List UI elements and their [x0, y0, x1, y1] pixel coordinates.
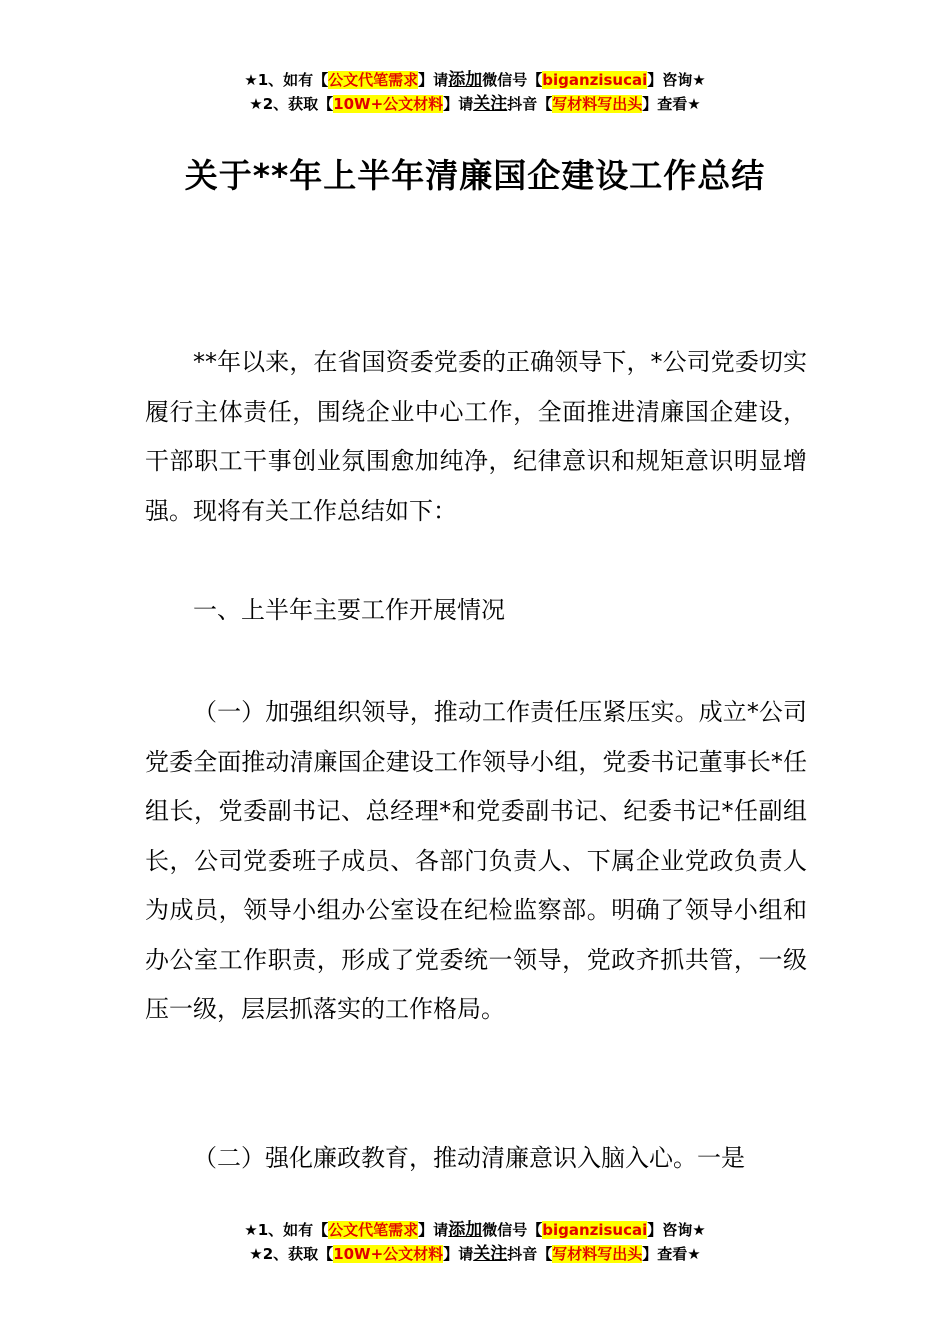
- banner-text: 微信号【: [482, 71, 543, 89]
- heading-text: 一、上半年主要工作开展情况: [193, 596, 505, 624]
- section-heading: [145, 586, 807, 636]
- highlight-douyin: 写材料写出头: [552, 95, 643, 113]
- banner-text: 抖音【: [507, 95, 553, 113]
- body-paragraph-1: [145, 688, 807, 1035]
- intro-paragraph: [145, 338, 807, 536]
- highlight-douyin: 写材料写出头: [552, 1245, 643, 1263]
- highlight-materials: 10W+公文材料: [333, 95, 444, 113]
- banner-text: 抖音【: [507, 1245, 553, 1263]
- paragraph-text: **年以来，在省国资委党委的正确领导下，*公司党委切实履行主体责任，围绕企业中心工作，全面推进清廉国企建设，干部职工干事创业氛围愈加纯净，纪律意识和规矩意识明显增强。现将有关工作总结如下：: [145, 348, 807, 525]
- banner-text: 】咨询★: [647, 71, 706, 89]
- banner-text: 】请: [418, 1221, 449, 1239]
- banner-emphasis: 添加: [448, 70, 483, 90]
- body-paragraph-2: [145, 1134, 807, 1184]
- banner-text: ★1、如有【: [244, 71, 329, 89]
- banner-line-1: [0, 68, 950, 92]
- banner-line-1: [0, 1218, 950, 1242]
- document-title: 关于**年上半年清廉国企建设工作总结: [184, 156, 766, 195]
- highlight-wechat-id: biganzisucai: [542, 71, 648, 89]
- banner-emphasis: 关注: [473, 94, 508, 114]
- banner-text: ★2、获取【: [249, 95, 334, 113]
- paragraph-text: （二）强化廉政教育，推动清廉意识入脑入心。一是: [193, 1144, 745, 1172]
- banner-text: 】请: [418, 71, 449, 89]
- banner-text: 】查看★: [642, 95, 701, 113]
- footer-banner: [0, 1218, 950, 1266]
- highlight-materials: 10W+公文材料: [333, 1245, 444, 1263]
- highlight-service: 公文代笔需求: [328, 1221, 419, 1239]
- paragraph-text: （一）加强组织领导，推动工作责任压紧压实。成立*公司党委全面推动清廉国企建设工作领导小组，党委书记董事长*任组长，党委副书记、总经理*和党委副书记、纪委书记*任副组长，公司党委班子成员、各部门负责人、下属企业党政负责人为成员，领导小组办公室设在纪检监察部。明确了领导小组和办公室工作职责，形成了党委统一领导，党政齐抓共管，一级压一级，层层抓落实的工作格局。: [145, 698, 807, 1023]
- banner-emphasis: 关注: [473, 1244, 508, 1264]
- banner-text: 】咨询★: [647, 1221, 706, 1239]
- header-banner: [0, 68, 950, 116]
- banner-line-2: [0, 92, 950, 116]
- banner-text: 】请: [443, 95, 474, 113]
- banner-text: 】查看★: [642, 1245, 701, 1263]
- highlight-service: 公文代笔需求: [328, 71, 419, 89]
- banner-text: 微信号【: [482, 1221, 543, 1239]
- banner-text: 】请: [443, 1245, 474, 1263]
- banner-emphasis: 添加: [448, 1220, 483, 1240]
- banner-line-2: [0, 1242, 950, 1266]
- banner-text: ★1、如有【: [244, 1221, 329, 1239]
- banner-text: ★2、获取【: [249, 1245, 334, 1263]
- highlight-wechat-id: biganzisucai: [542, 1221, 648, 1239]
